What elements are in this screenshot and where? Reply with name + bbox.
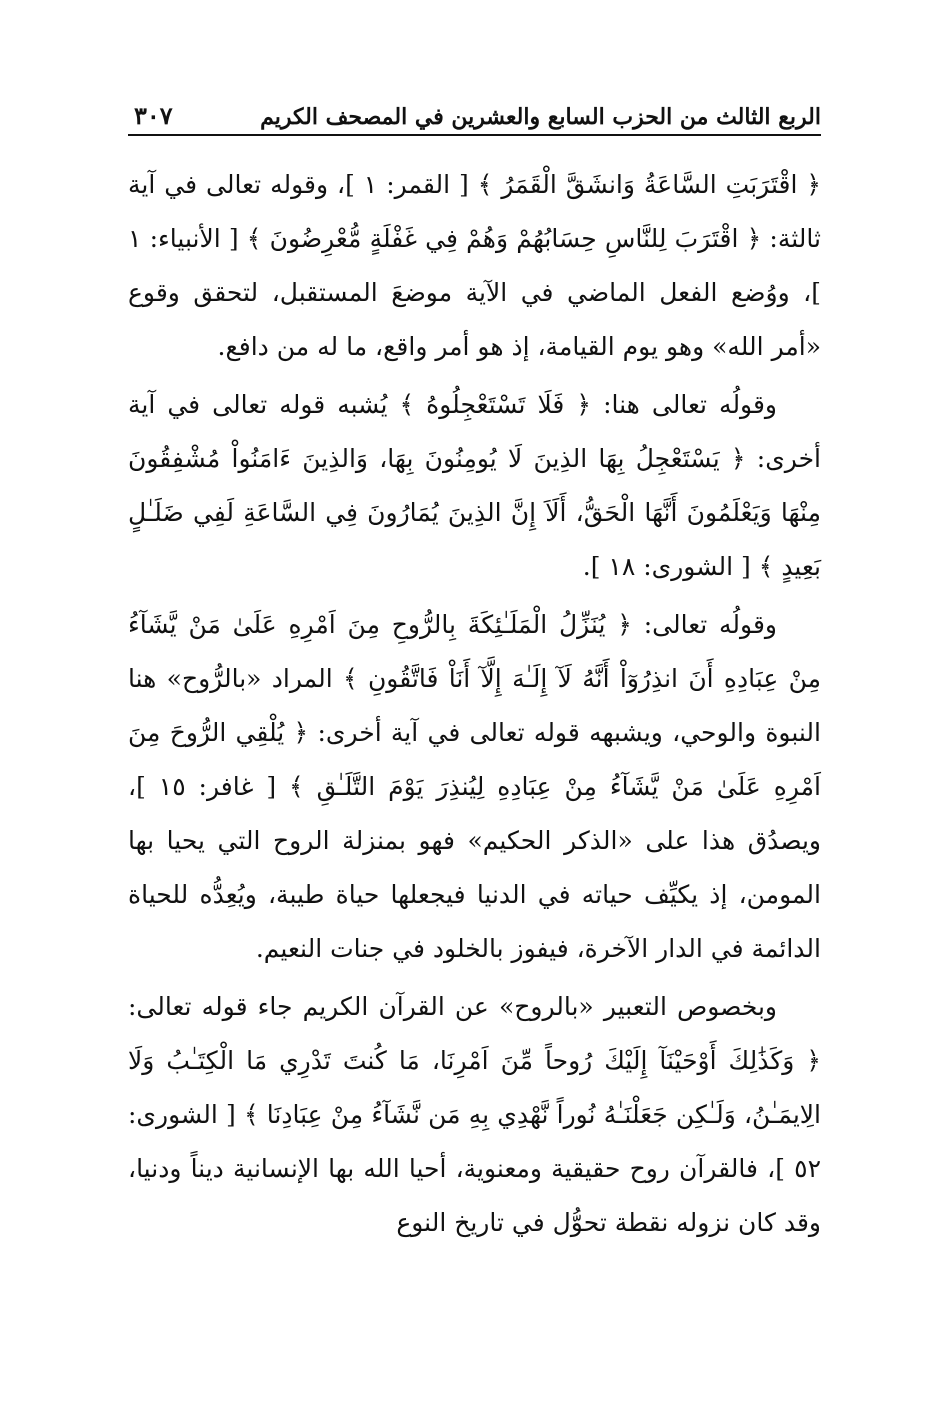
header-title: الربع الثالث من الحزب السابع والعشرين في المصحف الكريم [260,104,821,130]
body-text [128,158,821,1250]
paragraph-3: وقولُه تعالى: ﴿ يُنَزِّلُ الْمَلَـٰئِكَةَ بِالرُّوحِ مِنَ اَمْرِهِ عَلَىٰ مَنْ يَّشَآءُ مِنْ عِبَادِهِ أَنَ انذِرُوٓاْ أَنَّهُ لَآ إِلَـٰهَ إِلَّآ أَنَاْ فَاتَّقُونِ ﴾ المراد «بالرُّوح» هنا النبوة والوحي، ويشبهه قوله تعالى في آية أخرى: ﴿ يُلْقِي الرُّوحَ مِنَ اَمْرِهِ عَلَىٰ مَنْ يَّشَآءُ مِنْ عِبَادِهِ لِيُنذِرَ يَوْمَ التَّلَـٰقِ ﴾ [ غافر: ١٥ ]، ويصدُق هذا على «الذكر الحكيم» فهو بمنزلة الروح التي يحيا بها المومن، إذ يكيِّف حياته في الدنيا فيجعلها حياة طيبة، ويُعِدُّه للحياة الدائمة في الدار الآخرة، فيفوز بالخلود في جنات النعيم. [128,610,821,963]
paragraph-1: ﴿ اقْتَرَبَتِ السَّاعَةُ وَانشَقَّ الْقَمَرُ ﴾ [ القمر: ١ ]، وقوله تعالى في آية ثالثة: ﴿ اقْتَرَبَ لِلنَّاسِ حِسَابُهُمْ وَهُمْ فِي غَفْلَةٍ مُّعْرِضُونَ ﴾ [ الأنبياء: ١ ]، ووُضع الفعل الماضي في الآية موضعَ المستقبل، لتحقق وقوع «أمر الله» وهو يوم القيامة، إذ هو أمر واقع، ما له من دافع. [128,170,822,361]
running-header [128,94,821,136]
page-number: ٣٠٧ [134,101,173,130]
paragraph-4: وبخصوص التعبير «بالروح» عن القرآن الكريم جاء قوله تعالى: ﴿ وَكَذَٰلِكَ أَوْحَيْنَآ إِلَيْكَ رُوحاً مِّنَ اَمْرِنَا، مَا كُنتَ تَدْرِي مَا الْكِتَـٰبُ وَلَا الِايمَـٰنُ، وَلَـٰكِن جَعَلْنَـٰهُ نُوراً نَّهْدِي بِهِ مَن نَّشَآءُ مِنْ عِبَادِنَا ﴾ [ الشورى: ٥٢ ]، فالقرآن روح حقيقية ومعنوية، أحيا الله بها الإنسانية ديناً ودنيا، وقد كان نزوله نقطة تحوُّل في تاريخ النوع [128,992,821,1237]
paragraph-2: وقولُه تعالى هنا: ﴿ فَلَا تَسْتَعْجِلُوهُ ﴾ يُشبه قوله تعالى في آية أخرى: ﴿ يَسْتَعْجِلُ بِهَا الذِينَ لَا يُومِنُونَ بِهَا، وَالذِينَ ءَامَنُواْ مُشْفِقُونَ مِنْهَا وَيَعْلَمُونَ أَنَّهَا الْحَقُّ، أَلَاَ إِنَّ الذِينَ يُمَارُونَ فِي السَّاعَةِ لَفِي ضَلَـٰلٍ بَعِيدٍ ﴾ [ الشورى: ١٨ ]. [128,390,821,581]
